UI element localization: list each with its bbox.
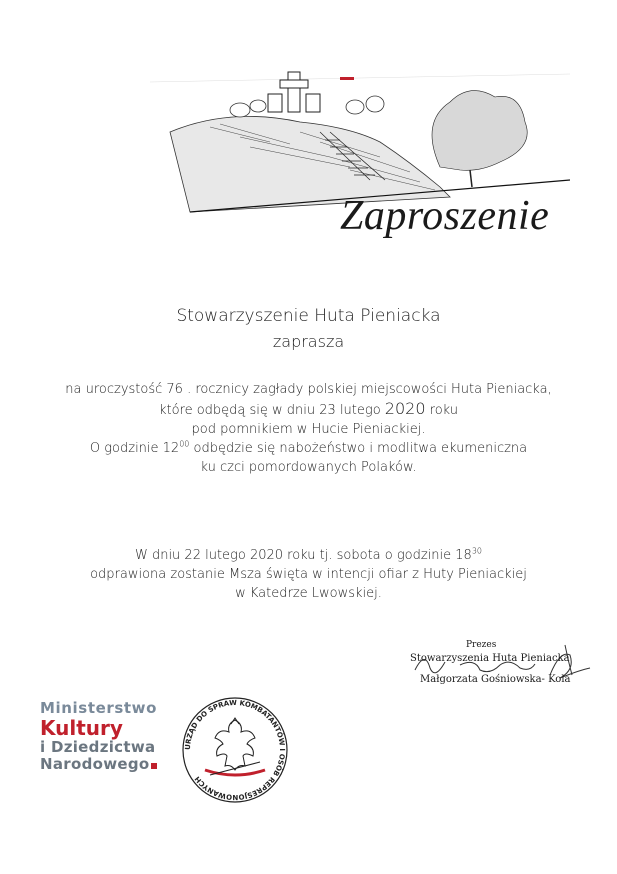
seal-text-path: URZĄD DO SPRAW KOMBATANTÓW I OSÓB REPRESJONOWANYCH [183,698,287,802]
service-description: odbędzie się nabożeństwo i modlitwa ekumeniczna [193,441,528,456]
ceremony-line-5: ku czci pomordowanych Polaków. [200,460,417,475]
ministry-logo [40,700,157,773]
ministry-line-1: Ministerstwo [40,699,158,717]
veterans-office-seal [175,690,295,805]
ceremony-line-2 [0,399,617,420]
mass-line-3: w Katedrze Lwowskiej. [235,586,382,601]
mass-line-1 [0,546,617,565]
ceremony-paragraph [0,380,617,477]
ministry-line-4 [40,756,157,773]
ministry-dot-icon [151,763,157,769]
service-time-minutes: 00 [179,439,190,449]
signature-name: Małgorzata Gośniowska- Kola [420,674,571,685]
ceremony-date-text: które odbędą się w dniu 23 lutego [158,403,381,418]
signature-organization: Stowarzyszenia Huta Pieniacka [410,653,570,664]
mass-line-2: odprawiona zostanie Msza święta w intencji ofiar z Huty Pieniackiej [90,567,527,582]
invitation-title: Zaproszenie [340,193,550,239]
mass-time-minutes: 30 [471,546,483,556]
handwritten-signature [400,640,600,700]
ministry-line-2: Kultury [40,716,123,740]
ceremony-line-4 [0,439,617,458]
ceremony-roku: roku [429,403,459,418]
ceremony-year: 2020 [384,399,426,418]
ministry-line-4-text: Narodowego [40,755,150,773]
signature-block [400,640,600,700]
ministry-line-3: i Dziedzictwa [40,738,156,756]
organizer-verb: zaprasza [272,332,345,351]
mass-date-time: W dniu 22 lutego 2020 roku tj. sobota o godzinie 18 [134,548,472,563]
service-time: O godzinie 12 [89,441,180,456]
ceremony-line-1: na uroczystość 76 . rocznicy zagłady polskiej miejscowości Huta Pieniacka, [65,382,552,397]
mass-paragraph [0,546,617,603]
signature-role: Prezes [466,640,497,650]
organizer-name: Stowarzyszenie Huta Pieniacka [176,306,441,326]
ceremony-line-3: pod pomnikiem w Hucie Pieniackiej. [191,422,426,437]
